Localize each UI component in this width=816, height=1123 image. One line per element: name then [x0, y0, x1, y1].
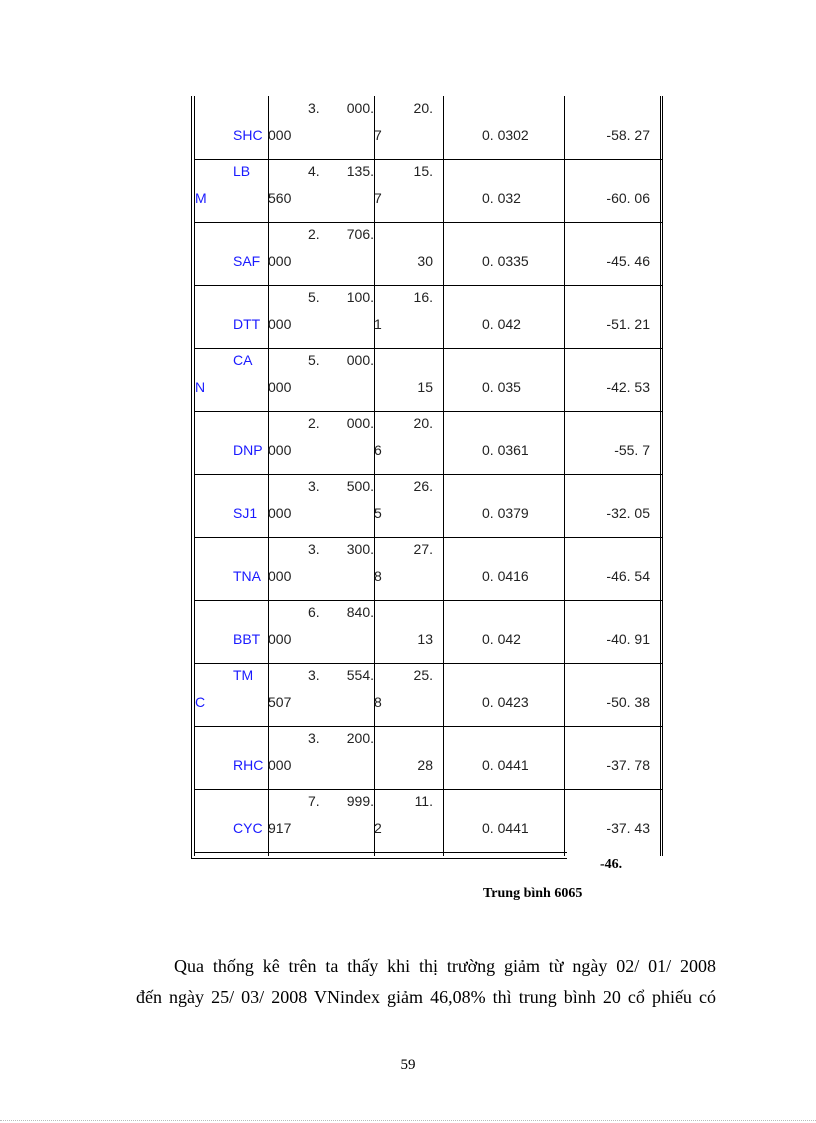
volume-part-a: 5.	[308, 352, 320, 368]
table-row-line	[194, 159, 663, 160]
pe-part-a: 27.	[413, 541, 433, 557]
volume-part-b: 999.	[346, 793, 374, 809]
volume-part-c: 560	[268, 190, 292, 206]
ticker-part-b: RHC	[233, 757, 264, 773]
ticker-part-b: SJ1	[233, 505, 258, 521]
ticker-part-b: N	[195, 379, 206, 395]
beta-value: 0. 0441	[482, 820, 529, 836]
price-change: -50. 38	[606, 694, 650, 710]
beta-value: 0. 032	[482, 190, 521, 206]
volume-part-c: 000	[268, 631, 292, 647]
beta-value: 0. 042	[482, 316, 521, 332]
price-change: -40. 91	[606, 631, 650, 647]
volume-part-c: 917	[268, 820, 292, 836]
table-column-line	[374, 96, 375, 856]
volume-part-c: 000	[268, 316, 292, 332]
ticker-part-b: M	[195, 190, 207, 206]
price-change: -32. 05	[606, 505, 650, 521]
volume-part-a: 2.	[308, 415, 320, 431]
pe-part-b: 8	[374, 694, 382, 710]
ticker-part-b: DNP	[233, 442, 263, 458]
price-change: -42. 53	[606, 379, 650, 395]
stock-table	[191, 96, 663, 859]
table-bottom-line	[191, 858, 567, 859]
beta-value: 0. 0441	[482, 757, 529, 773]
volume-part-b: 000.	[346, 100, 374, 116]
volume-part-b: 840.	[346, 604, 374, 620]
table-row-line	[194, 285, 663, 286]
volume-part-a: 3.	[308, 730, 320, 746]
table-row-line	[194, 726, 663, 727]
table-row-line	[194, 663, 663, 664]
ticker-part-b: C	[195, 694, 206, 710]
ticker-part-b: CYC	[233, 820, 263, 836]
volume-part-a: 2.	[308, 226, 320, 242]
table-row-line	[194, 600, 663, 601]
table-row-line	[194, 474, 663, 475]
volume-part-b: 000.	[346, 352, 374, 368]
volume-part-b: 554.	[346, 667, 374, 683]
pe-part-b: 28	[417, 757, 433, 773]
table-row-line	[194, 411, 663, 412]
volume-part-b: 200.	[346, 730, 374, 746]
volume-part-b: 000.	[346, 415, 374, 431]
ticker-part-a: TM	[233, 667, 254, 683]
price-change: -37. 78	[606, 757, 650, 773]
volume-part-c: 000	[268, 568, 292, 584]
volume-part-a: 6.	[308, 604, 320, 620]
price-change: -37. 43	[606, 820, 650, 836]
pe-part-b: 7	[374, 190, 382, 206]
volume-part-b: 135.	[346, 163, 374, 179]
beta-value: 0. 035	[482, 379, 521, 395]
pe-part-a: 25.	[413, 667, 433, 683]
ticker-part-b: TNA	[233, 568, 261, 584]
volume-part-c: 000	[268, 127, 292, 143]
ticker-part-b: SAF	[233, 253, 261, 269]
price-change: -51. 21	[606, 316, 650, 332]
pe-part-a: 16.	[413, 289, 433, 305]
volume-part-a: 3.	[308, 100, 320, 116]
pe-part-a: 20.	[413, 100, 433, 116]
pe-part-b: 1	[374, 316, 382, 332]
price-change: -46. 54	[606, 568, 650, 584]
table-column-line	[443, 96, 444, 856]
pe-part-b: 30	[417, 253, 433, 269]
paragraph-line-2: đến ngày 25/ 03/ 2008 VNindex giảm 46,08% thì trung bình 20 cổ phiếu có	[136, 987, 716, 1007]
volume-part-b: 500.	[346, 478, 374, 494]
ticker-part-b: SHC	[233, 127, 263, 143]
pe-part-b: 8	[374, 568, 382, 584]
table-column-line	[194, 96, 195, 856]
volume-part-c: 507	[268, 694, 292, 710]
table-column-line	[268, 96, 269, 856]
volume-part-a: 3.	[308, 541, 320, 557]
pe-part-b: 15	[417, 379, 433, 395]
table-row-line	[194, 852, 567, 853]
volume-part-a: 7.	[308, 793, 320, 809]
pe-part-a: 11.	[414, 793, 433, 809]
price-change: -60. 06	[606, 190, 650, 206]
pe-part-b: 13	[417, 631, 433, 647]
table-column-line	[660, 96, 661, 856]
paragraph-line-1: Qua thống kê trên ta thấy khi thị trường giảm từ ngày 02/ 01/ 2008	[174, 956, 716, 976]
beta-value: 0. 0379	[482, 505, 529, 521]
pe-part-a: 26.	[413, 478, 433, 494]
table-row-line	[194, 789, 663, 790]
table-column-line	[564, 96, 565, 856]
table-row-line	[194, 537, 663, 538]
volume-part-a: 5.	[308, 289, 320, 305]
average-value: -46.	[600, 857, 623, 872]
table-row-line	[194, 222, 663, 223]
volume-part-a: 3.	[308, 667, 320, 683]
beta-value: 0. 042	[482, 631, 521, 647]
volume-part-a: 4.	[308, 163, 320, 179]
table-row-line	[194, 348, 663, 349]
average-label: Trung bình 6065	[483, 886, 583, 901]
beta-value: 0. 0361	[482, 442, 529, 458]
volume-part-c: 000	[268, 253, 292, 269]
volume-part-b: 706.	[346, 226, 374, 242]
beta-value: 0. 0302	[482, 127, 529, 143]
volume-part-c: 000	[268, 757, 292, 773]
pe-part-a: 20.	[413, 415, 433, 431]
pe-part-b: 7	[374, 127, 382, 143]
table-column-line	[191, 96, 192, 859]
pe-part-b: 6	[374, 442, 382, 458]
pe-part-b: 2	[374, 820, 382, 836]
price-change: -58. 27	[606, 127, 650, 143]
page-bottom-rule	[0, 1120, 816, 1121]
volume-part-c: 000	[268, 442, 292, 458]
volume-part-b: 100.	[346, 289, 374, 305]
page-number: 59	[400, 1057, 416, 1073]
beta-value: 0. 0423	[482, 694, 529, 710]
beta-value: 0. 0416	[482, 568, 529, 584]
price-change: -55. 7	[614, 442, 650, 458]
volume-part-b: 300.	[346, 541, 374, 557]
price-change: -45. 46	[606, 253, 650, 269]
volume-part-a: 3.	[308, 478, 320, 494]
ticker-part-b: DTT	[233, 316, 261, 332]
volume-part-c: 000	[268, 379, 292, 395]
ticker-part-b: BBT	[233, 631, 261, 647]
pe-part-b: 5	[374, 505, 382, 521]
table-column-line	[662, 96, 663, 856]
ticker-part-a: LB	[233, 163, 251, 179]
volume-part-c: 000	[268, 505, 292, 521]
ticker-part-a: CA	[233, 352, 253, 368]
pe-part-a: 15.	[413, 163, 433, 179]
beta-value: 0. 0335	[482, 253, 529, 269]
